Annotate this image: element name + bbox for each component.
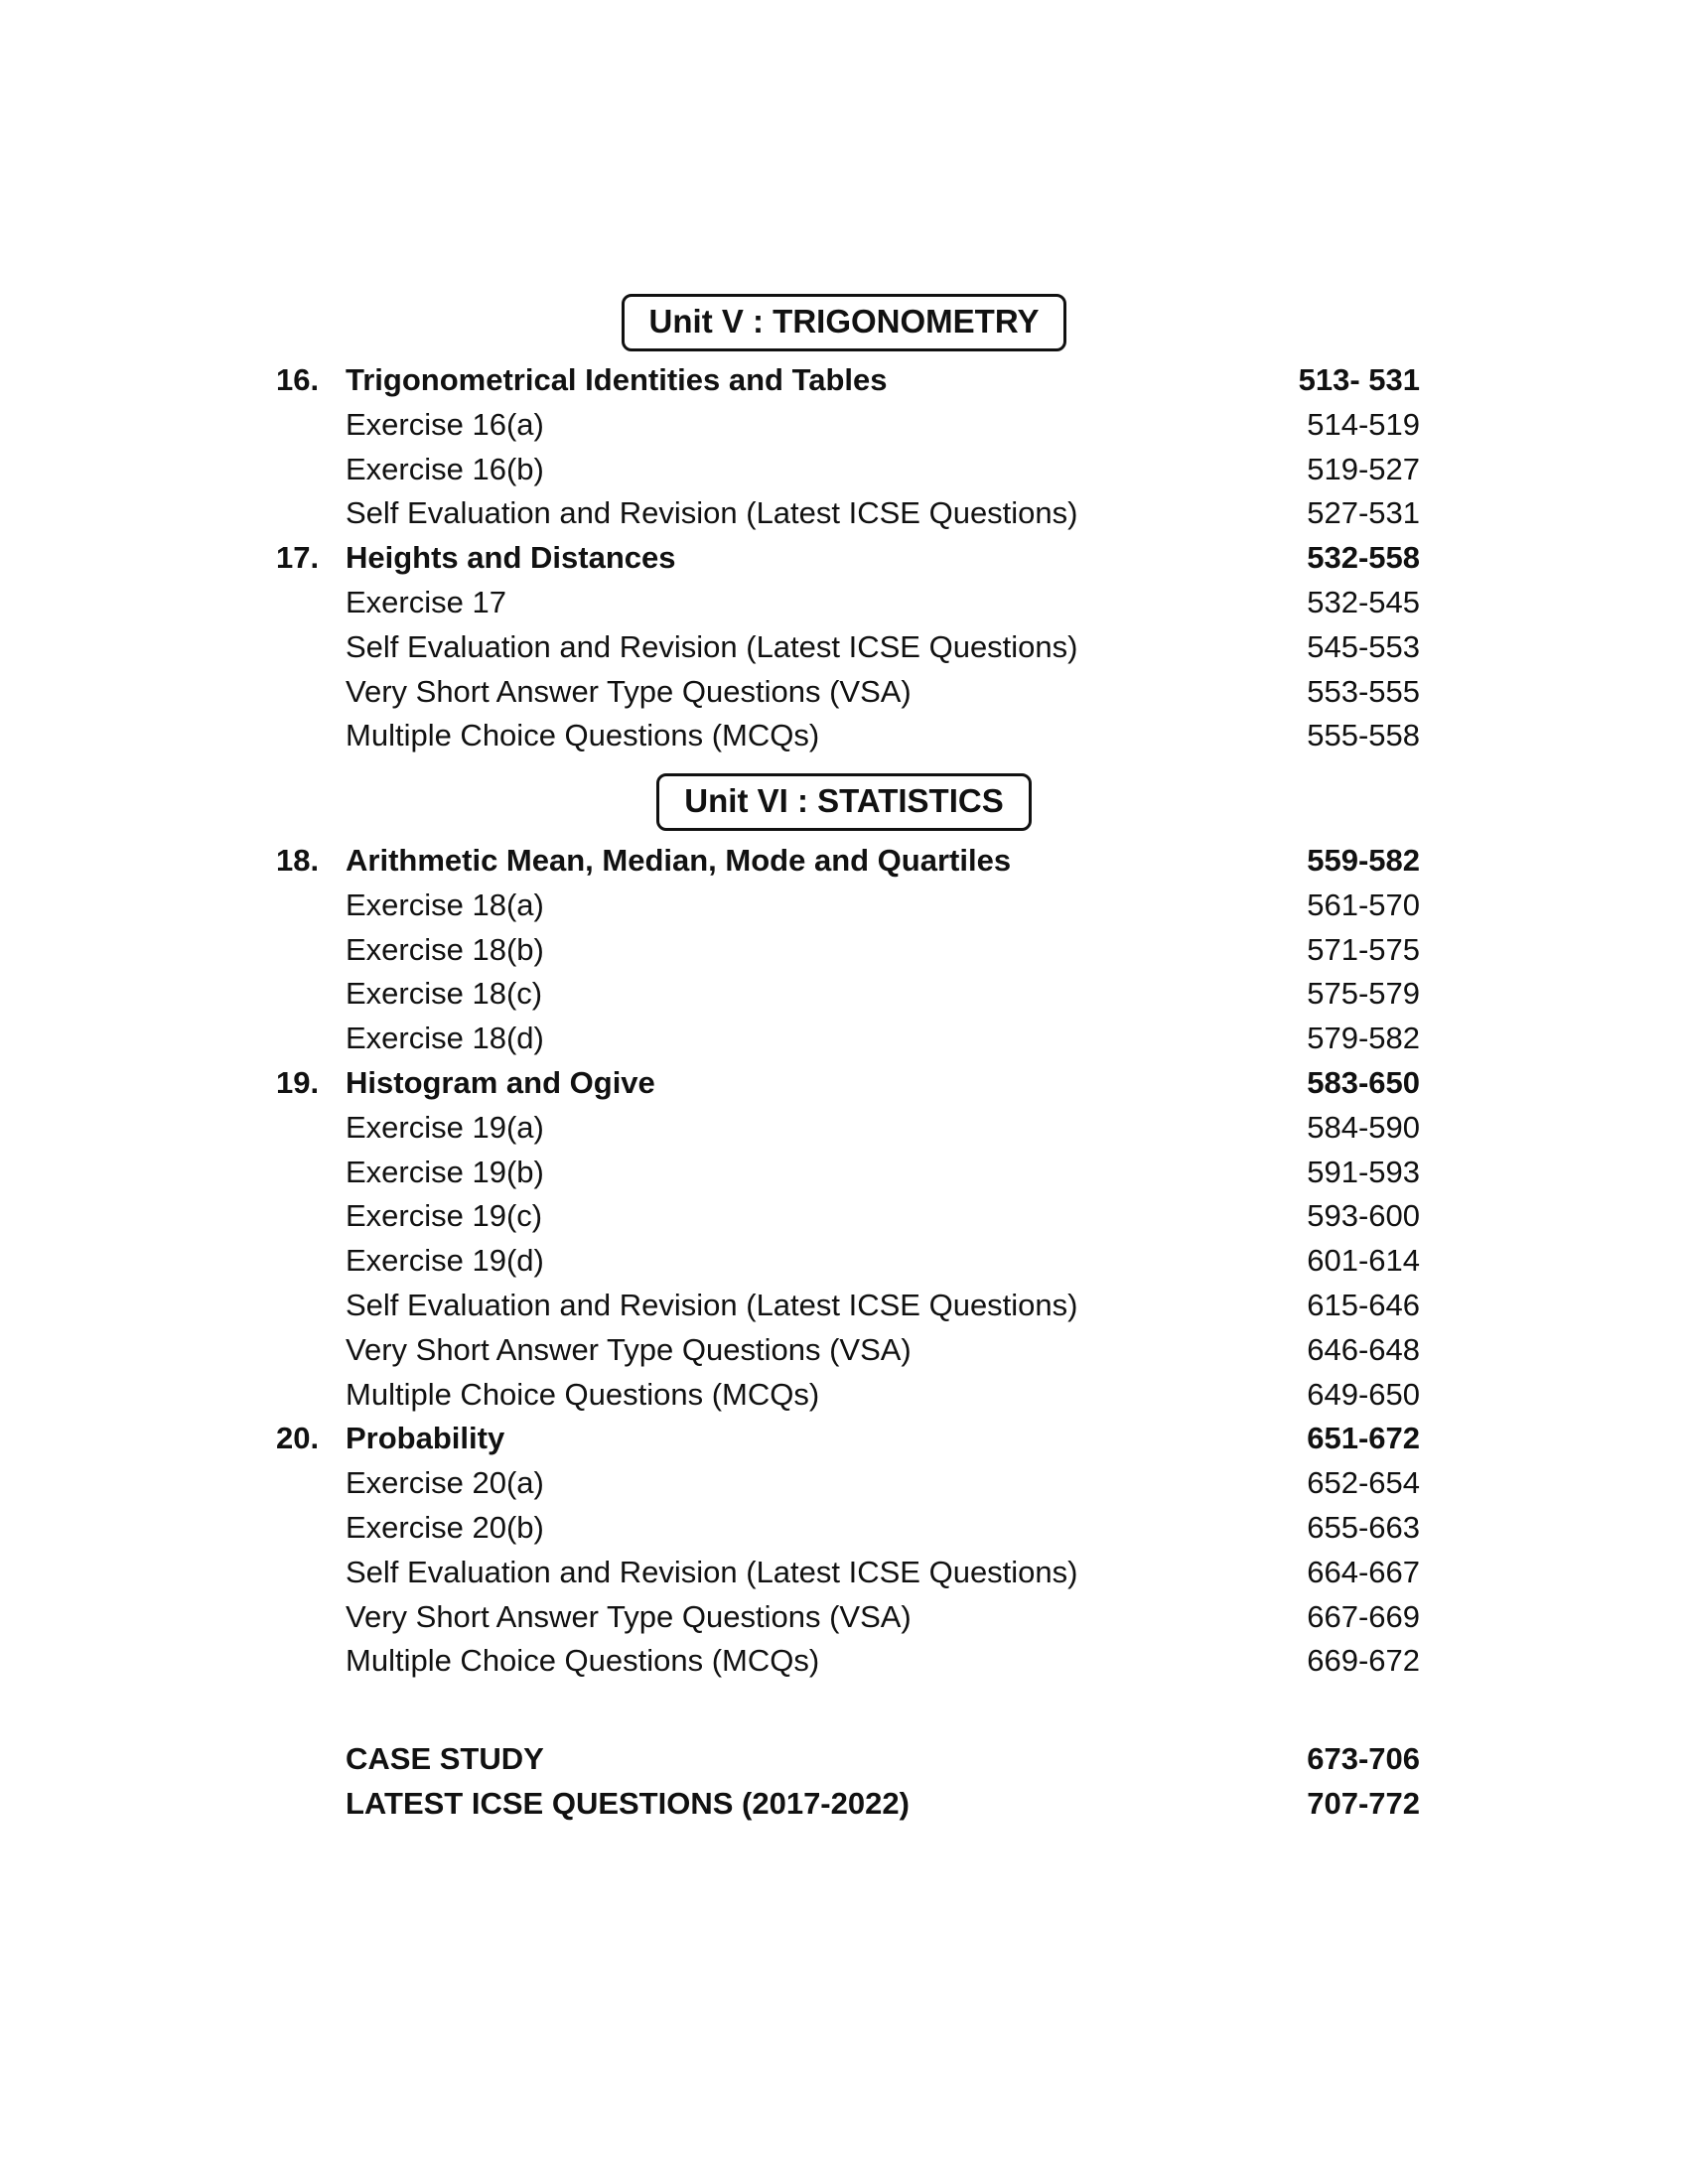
toc-row bbox=[0, 1284, 1688, 1328]
entry-title: Exercise 19(d) bbox=[346, 1243, 544, 1279]
entry-title: Exercise 17 bbox=[346, 584, 506, 619]
page-range: 527-531 bbox=[1307, 495, 1420, 531]
page-range: 561-570 bbox=[1307, 887, 1420, 922]
page-range: 571-575 bbox=[1307, 931, 1420, 967]
toc-row bbox=[0, 1782, 1688, 1827]
unit-6-heading: Unit VI : STATISTICS bbox=[656, 773, 1031, 831]
toc-row bbox=[0, 714, 1688, 758]
entry-title: Self Evaluation and Revision (Latest ICSE Questions) bbox=[346, 1287, 1078, 1322]
page-range: 655-663 bbox=[1307, 1509, 1420, 1545]
entry-title: Exercise 18(c) bbox=[346, 976, 543, 1012]
toc-row bbox=[0, 1151, 1688, 1195]
entry-title: Self Evaluation and Revision (Latest ICSE Questions) bbox=[346, 1554, 1078, 1589]
extras-toc-list bbox=[0, 1737, 1688, 1827]
entry-title: Self Evaluation and Revision (Latest ICSE Questions) bbox=[346, 628, 1078, 664]
chapter-row bbox=[0, 536, 1688, 581]
chapter-number: 17. bbox=[276, 540, 320, 576]
chapter-row bbox=[0, 358, 1688, 403]
unit-6-toc-list bbox=[0, 839, 1688, 1684]
chapter-row bbox=[0, 1061, 1688, 1106]
page-range: 519-527 bbox=[1307, 451, 1420, 486]
page-range: 579-582 bbox=[1307, 1021, 1420, 1056]
chapter-number: 19. bbox=[276, 1064, 320, 1100]
toc-row bbox=[0, 625, 1688, 670]
page-range: 591-593 bbox=[1307, 1154, 1420, 1189]
entry-title: CASE STUDY bbox=[346, 1741, 544, 1776]
page-range: 575-579 bbox=[1307, 976, 1420, 1012]
toc-row bbox=[0, 491, 1688, 536]
page-range: 649-650 bbox=[1307, 1376, 1420, 1412]
entry-title: LATEST ICSE QUESTIONS (2017-2022) bbox=[346, 1785, 910, 1821]
entry-title: Exercise 18(a) bbox=[346, 887, 544, 922]
toc-row bbox=[0, 1506, 1688, 1551]
toc-row bbox=[0, 1194, 1688, 1239]
chapter-number: 18. bbox=[276, 843, 320, 878]
toc-row bbox=[0, 670, 1688, 715]
entry-title: Multiple Choice Questions (MCQs) bbox=[346, 1643, 820, 1679]
toc-row bbox=[0, 1639, 1688, 1684]
entry-title: Exercise 16(b) bbox=[346, 451, 544, 486]
page-range: 651-672 bbox=[1307, 1421, 1420, 1456]
page-range: 559-582 bbox=[1307, 843, 1420, 878]
chapter-row bbox=[0, 839, 1688, 884]
page-range: 545-553 bbox=[1307, 628, 1420, 664]
toc-row bbox=[0, 928, 1688, 973]
toc-row bbox=[0, 1017, 1688, 1061]
unit-6-heading-wrap bbox=[0, 773, 1688, 831]
entry-title: Multiple Choice Questions (MCQs) bbox=[346, 718, 820, 753]
page-range: 583-650 bbox=[1307, 1064, 1420, 1100]
unit-5-heading: Unit V : TRIGONOMETRY bbox=[622, 294, 1067, 351]
chapter-row bbox=[0, 1417, 1688, 1461]
toc-row bbox=[0, 884, 1688, 928]
toc-row bbox=[0, 1595, 1688, 1640]
entry-title: Exercise 20(b) bbox=[346, 1509, 544, 1545]
entry-title: Exercise 16(a) bbox=[346, 406, 544, 442]
toc-row bbox=[0, 1737, 1688, 1782]
toc-row bbox=[0, 1461, 1688, 1506]
toc-row bbox=[0, 1328, 1688, 1373]
toc-row bbox=[0, 1106, 1688, 1151]
page-range: 584-590 bbox=[1307, 1109, 1420, 1145]
page-range: 555-558 bbox=[1307, 718, 1420, 753]
entry-title: Multiple Choice Questions (MCQs) bbox=[346, 1376, 820, 1412]
toc-row bbox=[0, 972, 1688, 1017]
entry-title: Probability bbox=[346, 1421, 505, 1456]
page-range: 646-648 bbox=[1307, 1331, 1420, 1367]
chapter-number: 16. bbox=[276, 362, 320, 397]
page-range: 615-646 bbox=[1307, 1287, 1420, 1322]
toc-row bbox=[0, 403, 1688, 448]
page-range: 664-667 bbox=[1307, 1554, 1420, 1589]
chapter-number: 20. bbox=[276, 1421, 320, 1456]
toc-row bbox=[0, 581, 1688, 625]
unit-5-heading-wrap bbox=[0, 294, 1688, 351]
entry-title: Trigonometrical Identities and Tables bbox=[346, 362, 888, 397]
entry-title: Exercise 19(a) bbox=[346, 1109, 544, 1145]
toc-row bbox=[0, 1551, 1688, 1595]
entry-title: Exercise 19(b) bbox=[346, 1154, 544, 1189]
page-range: 652-654 bbox=[1307, 1465, 1420, 1501]
entry-title: Heights and Distances bbox=[346, 540, 676, 576]
page-range: 532-545 bbox=[1307, 584, 1420, 619]
entry-title: Exercise 20(a) bbox=[346, 1465, 544, 1501]
entry-title: Very Short Answer Type Questions (VSA) bbox=[346, 1331, 912, 1367]
page-range: 532-558 bbox=[1307, 540, 1420, 576]
entry-title: Exercise 18(d) bbox=[346, 1021, 544, 1056]
toc-row bbox=[0, 1373, 1688, 1418]
entry-title: Self Evaluation and Revision (Latest ICSE Questions) bbox=[346, 495, 1078, 531]
entry-title: Exercise 19(c) bbox=[346, 1198, 543, 1234]
entry-title: Arithmetic Mean, Median, Mode and Quartiles bbox=[346, 843, 1012, 878]
toc-row bbox=[0, 1239, 1688, 1284]
unit-5-toc-list bbox=[0, 358, 1688, 758]
entry-title: Very Short Answer Type Questions (VSA) bbox=[346, 673, 912, 709]
page-range: 669-672 bbox=[1307, 1643, 1420, 1679]
page-range: 553-555 bbox=[1307, 673, 1420, 709]
page-range: 513- 531 bbox=[1298, 362, 1420, 397]
entry-title: Very Short Answer Type Questions (VSA) bbox=[346, 1598, 912, 1634]
page-range: 673-706 bbox=[1307, 1741, 1420, 1776]
entry-title: Exercise 18(b) bbox=[346, 931, 544, 967]
entry-title: Histogram and Ogive bbox=[346, 1064, 655, 1100]
page-range: 593-600 bbox=[1307, 1198, 1420, 1234]
page-range: 707-772 bbox=[1307, 1785, 1420, 1821]
page-range: 667-669 bbox=[1307, 1598, 1420, 1634]
page-range: 601-614 bbox=[1307, 1243, 1420, 1279]
page-range: 514-519 bbox=[1307, 406, 1420, 442]
toc-row bbox=[0, 448, 1688, 492]
